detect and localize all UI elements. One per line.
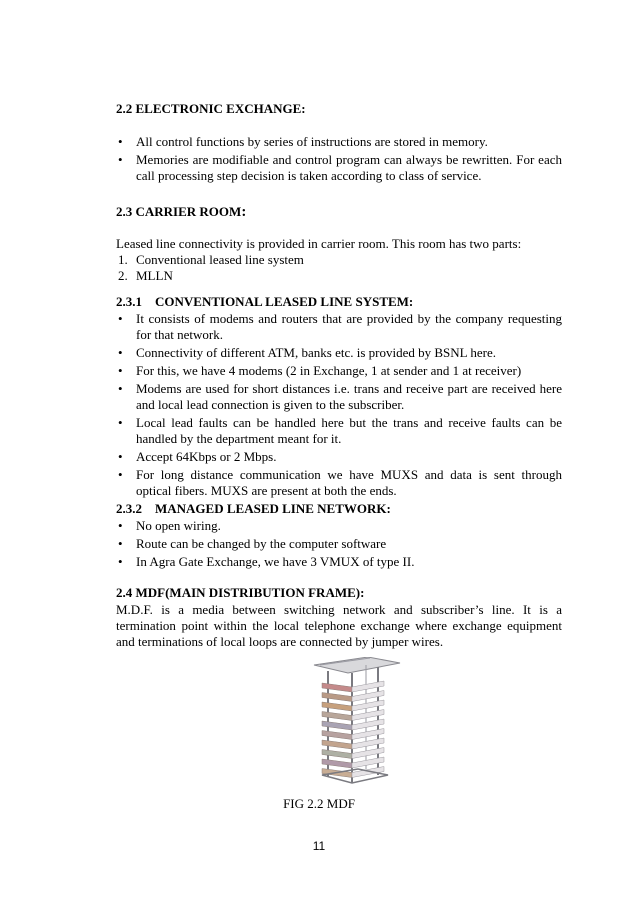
list-item — [116, 311, 562, 343]
mdf-module-left — [322, 759, 352, 768]
bullet-icon: • — [118, 363, 123, 378]
section-2-3-heading-text: 2.3 CARRIER ROOM — [116, 204, 242, 219]
list-item-text: For long distance communication we have MUXS and data is sent through optical fibers. MUXS are present at both the ends. — [136, 467, 562, 498]
list-item — [116, 345, 562, 361]
list-item-text: Modems are used for short distances i.e. trans and receive part are received here and local lead connection is given to the subscriber. — [136, 381, 562, 412]
list-item — [116, 415, 562, 447]
mdf-module-right — [352, 710, 384, 721]
mdf-module-left — [322, 693, 352, 702]
mdf-module-right — [352, 729, 384, 740]
list-item-text: All control functions by series of instructions are stored in memory. — [136, 134, 488, 149]
section-2-3-1-list — [116, 311, 562, 501]
list-item — [116, 518, 562, 534]
list-item-text: Connectivity of different ATM, banks etc. is provided by BSNL here. — [136, 345, 496, 360]
section-2-3-2-heading: 2.3.2 MANAGED LEASED LINE NETWORK: — [116, 501, 391, 516]
section-2-4-heading: 2.4 MDF(MAIN DISTRIBUTION FRAME): — [116, 585, 365, 600]
mdf-module-left — [322, 721, 352, 730]
section-2-2-heading: 2.2 ELECTRONIC EXCHANGE: — [116, 101, 306, 116]
list-item — [116, 268, 562, 284]
list-item-text: Local lead faults can be handled here but the trans and receive faults can be handled by the department meant for it. — [136, 415, 562, 446]
section-2-3-1-heading: 2.3.1 CONVENTIONAL LEASED LINE SYSTEM: — [116, 294, 414, 309]
section-2-2-list — [116, 134, 562, 186]
bullet-icon: • — [118, 311, 123, 326]
section-2-3-parts — [116, 252, 562, 284]
mdf-module-right — [352, 748, 384, 759]
list-item-text: Route can be changed by the computer software — [136, 536, 387, 551]
mdf-figure-image — [308, 657, 406, 785]
list-item — [116, 152, 562, 184]
bullet-icon: • — [118, 449, 123, 464]
list-item — [116, 252, 562, 268]
mdf-module-left — [322, 683, 352, 692]
list-number: 2. — [118, 268, 128, 283]
page-number: 11 — [312, 839, 326, 853]
mdf-module-left — [322, 750, 352, 759]
bullet-icon: • — [118, 381, 123, 396]
list-item-text: For this, we have 4 modems (2 in Exchange, 1 at sender and 1 at receiver) — [136, 363, 522, 378]
list-item — [116, 536, 562, 552]
list-item-text: Conventional leased line system — [136, 252, 304, 267]
bullet-icon: • — [118, 554, 123, 569]
mdf-rack-illustration — [308, 657, 406, 785]
mdf-module-right — [352, 700, 384, 711]
list-item-text: Accept 64Kbps or 2 Mbps. — [136, 449, 277, 464]
list-item-text: It consists of modems and routers that are provided by the company requesting for that network. — [136, 311, 562, 342]
mdf-module-left — [322, 740, 352, 749]
mdf-module-left — [322, 702, 352, 711]
mdf-module-right — [352, 719, 384, 730]
section-2-3-2-list — [116, 518, 562, 572]
list-item-text: In Agra Gate Exchange, we have 3 VMUX of type II. — [136, 554, 415, 569]
bullet-icon: • — [118, 536, 123, 551]
section-2-4-paragraph: M.D.F. is a media between switching network and subscriber’s line. It is a termination point within the local telephone exchange where exchange equipment and terminations of local loops are connected by jumper wires. — [116, 602, 562, 649]
bullet-icon: • — [118, 518, 123, 533]
section-2-3-heading — [116, 204, 562, 220]
mdf-module-left — [322, 712, 352, 721]
mdf-module-right — [352, 681, 384, 692]
mdf-module-right — [352, 767, 384, 778]
list-item — [116, 134, 562, 150]
mdf-module-right — [352, 757, 384, 768]
bullet-icon: • — [118, 152, 123, 167]
bullet-icon: • — [118, 467, 123, 482]
list-item — [116, 449, 562, 465]
section-2-3-intro: Leased line connectivity is provided in carrier room. This room has two parts: — [116, 236, 522, 251]
mdf-module-left — [322, 731, 352, 740]
list-item-text: MLLN — [136, 268, 173, 283]
bullet-icon: • — [118, 345, 123, 360]
bullet-icon: • — [118, 134, 123, 149]
section-2-3-heading-colon: : — [241, 204, 247, 220]
list-item — [116, 381, 562, 413]
mdf-module-right — [352, 691, 384, 702]
list-item-text: Memories are modifiable and control program can always be rewritten. For each call processing step decision is taken according to class of service. — [136, 152, 562, 183]
bullet-icon: • — [118, 415, 123, 430]
figure-caption: FIG 2.2 MDF — [283, 796, 355, 811]
list-item — [116, 467, 562, 499]
mdf-module-right — [352, 738, 384, 749]
list-item — [116, 363, 562, 379]
list-number: 1. — [118, 252, 128, 267]
list-item — [116, 554, 562, 570]
list-item-text: No open wiring. — [136, 518, 221, 533]
